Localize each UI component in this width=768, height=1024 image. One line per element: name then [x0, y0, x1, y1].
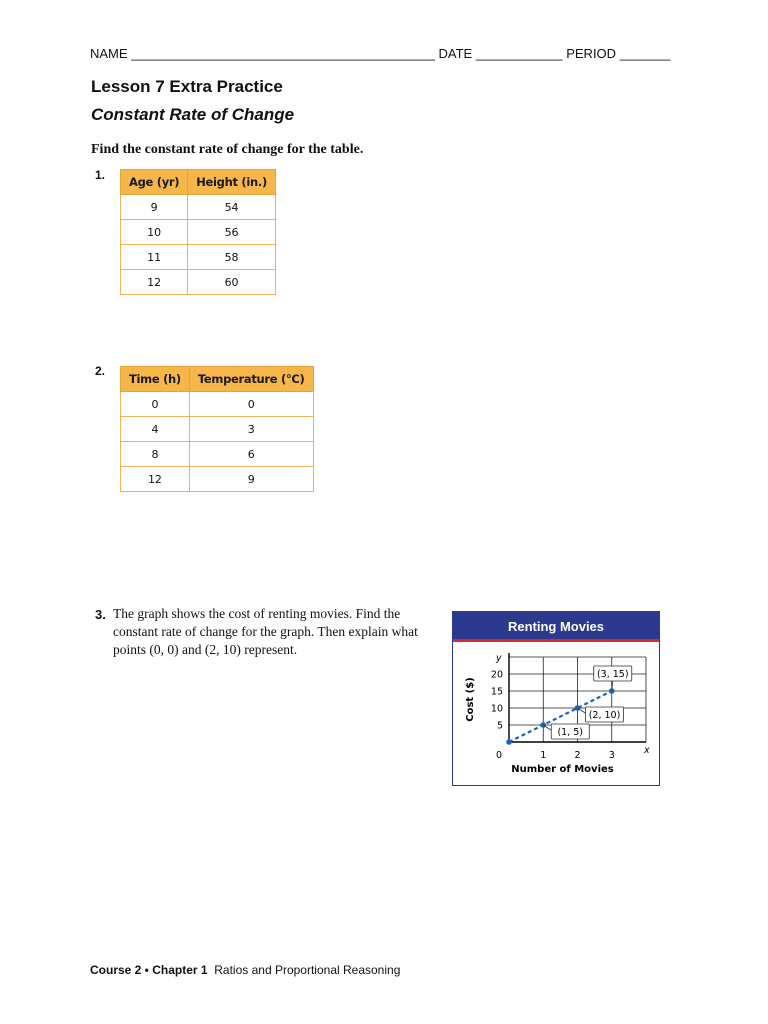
- problem-3-text: The graph shows the cost of renting movies. Find the constant rate of change for the graph. Then explain what points (0, 0) and (2, 10) represent.: [113, 606, 418, 657]
- table-header-row: [121, 367, 314, 392]
- y-tick-label: 5: [496, 720, 503, 732]
- footer-course: Course 2 • Chapter 1: [90, 963, 208, 977]
- y-axis-title: Cost ($): [465, 677, 476, 722]
- x-axis-title: Number of Movies: [511, 764, 614, 775]
- problem-3-number: 3.: [95, 607, 106, 622]
- chart-svg: [453, 612, 659, 785]
- chart-title-underline: [453, 639, 659, 642]
- x-tick-label: 1: [540, 750, 547, 761]
- x-tick-label: 3: [608, 750, 615, 761]
- table-cell: 9: [189, 467, 313, 492]
- problem-1-number: 1.: [95, 168, 106, 182]
- y-tick-label: 10: [490, 703, 503, 715]
- table-cell: 60: [188, 270, 276, 295]
- table-cell: 12: [121, 270, 188, 295]
- name-blank[interactable]: __________________________________________: [131, 46, 435, 61]
- date-blank[interactable]: ____________: [475, 46, 563, 61]
- date-label: DATE: [438, 46, 473, 61]
- problem-1-table: [120, 169, 276, 295]
- data-point: [506, 739, 512, 745]
- plot-area: [465, 653, 650, 775]
- table-header-row: [121, 170, 276, 195]
- table-cell: 6: [189, 442, 313, 467]
- y-axis-letter: y: [496, 653, 502, 664]
- column-header: Time (h): [121, 367, 190, 392]
- name-label: NAME: [90, 46, 128, 61]
- table-cell: 0: [121, 392, 190, 417]
- table-cell: 4: [121, 417, 190, 442]
- table-cell: 10: [121, 220, 188, 245]
- instructions: Find the constant rate of change for the table.: [91, 142, 364, 157]
- student-info-line: [90, 46, 680, 61]
- table-row: [121, 417, 314, 442]
- column-header: Temperature (°C): [189, 367, 313, 392]
- table-row: [121, 392, 314, 417]
- footer-topic: Ratios and Proportional Reasoning: [214, 963, 401, 977]
- y-tick-label: 15: [490, 686, 503, 698]
- lesson-subtitle: Constant Rate of Change: [91, 105, 295, 124]
- x-tick-label: 2: [574, 750, 581, 761]
- table-row: [121, 245, 276, 270]
- renting-movies-chart: [452, 611, 660, 786]
- table-cell: 12: [121, 467, 190, 492]
- period-label: PERIOD: [566, 46, 617, 61]
- callout-label: (3, 15): [596, 669, 629, 680]
- column-header: Height (in.): [188, 170, 276, 195]
- table-row: [121, 220, 276, 245]
- lesson-title: Lesson 7 Extra Practice: [91, 77, 283, 96]
- table-row: [121, 270, 276, 295]
- column-header: Age (yr): [121, 170, 188, 195]
- table-cell: 9: [121, 195, 188, 220]
- table-row: [121, 442, 314, 467]
- period-blank[interactable]: _______: [619, 46, 671, 61]
- table-row: [121, 195, 276, 220]
- chart-title: Renting Movies: [507, 619, 605, 634]
- table-cell: 8: [121, 442, 190, 467]
- table-cell: 0: [189, 392, 313, 417]
- page-footer: [90, 963, 400, 977]
- callout-label: (2, 10): [588, 710, 621, 721]
- x-axis-letter: x: [644, 745, 650, 756]
- table-cell: 58: [188, 245, 276, 270]
- origin-label: 0: [495, 750, 503, 761]
- table-cell: 56: [188, 220, 276, 245]
- y-tick-label: 20: [490, 669, 503, 681]
- problem-2-number: 2.: [95, 364, 106, 378]
- callout-label: (1, 5): [557, 727, 584, 738]
- problem-2-table: [120, 366, 314, 492]
- table-cell: 3: [189, 417, 313, 442]
- table-cell: 54: [188, 195, 276, 220]
- table-row: [121, 467, 314, 492]
- table-cell: 11: [121, 245, 188, 270]
